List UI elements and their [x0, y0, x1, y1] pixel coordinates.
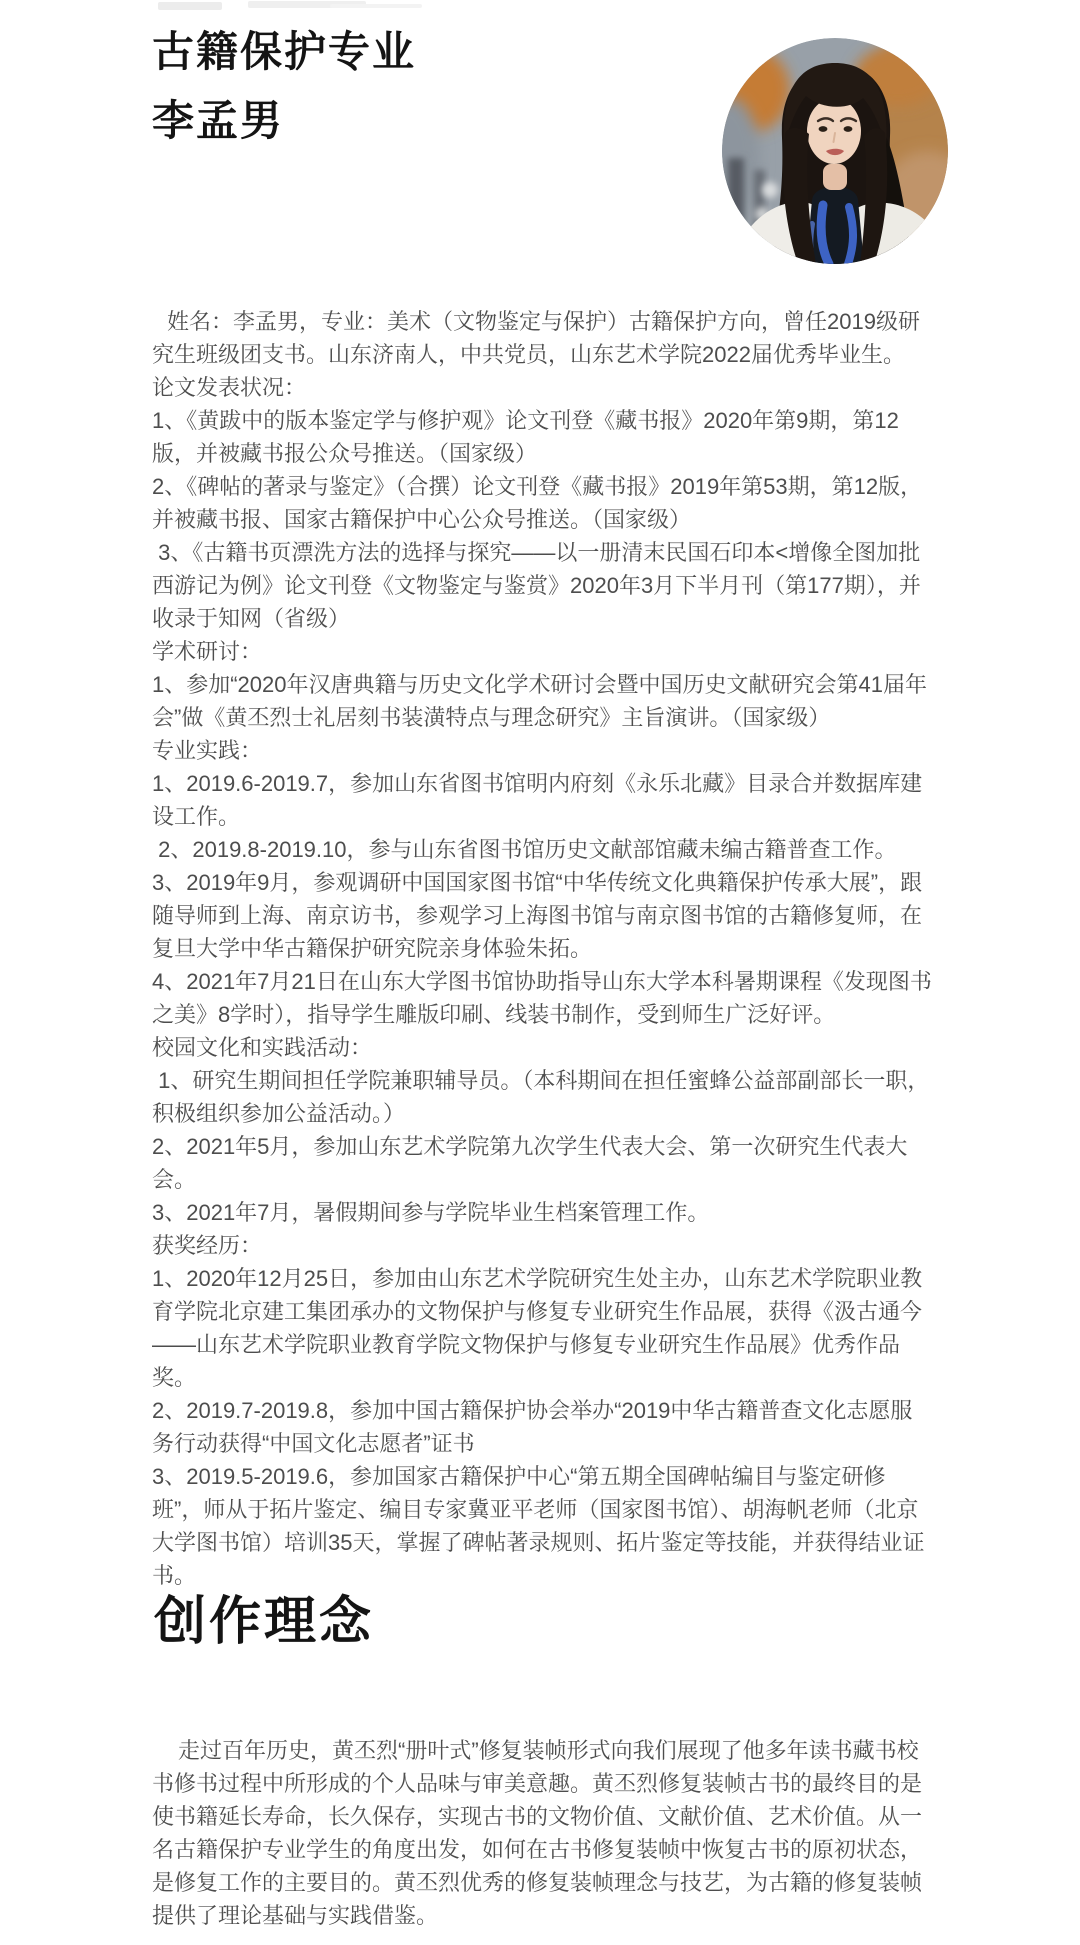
person-name: 李孟男	[152, 97, 285, 144]
major-title: 古籍保护专业	[152, 28, 417, 75]
profile-section-label: 校园文化和实践活动：	[152, 1035, 373, 1060]
profile-item: 2、《碑帖的著录与鉴定》（合撰）论文刊登《藏书报》2019年第53期，第12版，并被藏书报、国家古籍保护中心公众号推送。（国家级）	[152, 474, 923, 532]
profile-item: 1、参加“2020年汉唐典籍与历史文化学术研讨会暨中国历史文献研究会第41届年会”做《黄丕烈士礼居刻书装潢特点与理念研究》主旨演讲。（国家级）	[152, 672, 927, 730]
profile-section-label: 学术研讨：	[152, 639, 263, 664]
face	[807, 98, 861, 164]
profile-item: 1、2019.6-2019.7，参加山东省图书馆明内府刻《永乐北藏》目录合并数据库建设工作。	[152, 771, 923, 829]
profile-item: 2、2021年5月，参加山东艺术学院第九次学生代表大会、第一次研究生代表大会。	[152, 1134, 908, 1192]
profile-item: 3、2019.5-2019.6，参加国家古籍保护中心“第五期全国碑帖编目与鉴定研修班”，师从于拓片鉴定、编目专家冀亚平老师（国家图书馆）、胡海帆老师（北京大学图书馆）培训35天，掌握了碑帖著录规则、拓片鉴定等技能，并获得结业证书。	[152, 1464, 925, 1588]
concept-paragraph: 走过百年历史，黄丕烈“册叶式”修复装帧形式向我们展现了他多年读书藏书校书修书过程中所形成的个人品味与审美意趣。黄丕烈修复装帧古书的最终目的是使书籍延长寿命，长久保存，实现古书的文物价值、文献价值、艺术价值。从一名古籍保护专业学生的角度出发，如何在古书修复装帧中恢复古书的原初状态，是修复工作的主要目的。黄丕烈优秀的修复装帧理念与技艺，为古籍的修复装帧提供了理论基础与实践借鉴。	[152, 1738, 923, 1928]
neck	[823, 164, 847, 190]
profile-item: 4、2021年7月21日在山东大学图书馆协助指导山东大学本科暑期课程《发现图书之美》8学时），指导学生雕版印刷、线装书制作，受到师生广泛好评。	[152, 969, 932, 1027]
concept-section	[152, 1734, 936, 1932]
profile-item: 3、《古籍书页漂洗方法的选择与探究——以一册清末民国石印本<增像全图加批西游记为例》论文刊登《文物鉴定与鉴赏》2020年3月下半月刊（第177期），并收录于知网（省级）	[152, 540, 921, 631]
profile-item: 2、2019.8-2019.10，参与山东省图书馆历史文献部馆藏未编古籍普查工作。	[152, 837, 897, 862]
profile-section-label: 获奖经历：	[152, 1233, 263, 1258]
profile-item: 3、2019年9月，参观调研中国国家图书馆“中华传统文化典籍保护传承大展”，跟随导师到上海、南京访书，参观学习上海图书馆与南京图书馆的古籍修复师，在复旦大学中华古籍保护研究院亲身体验朱拓。	[152, 870, 923, 961]
profile-intro: 姓名：李孟男，专业：美术（文物鉴定与保护）古籍保护方向，曾任2019级研究生班级团支书。山东济南人，中共党员，山东艺术学院2022届优秀毕业生。	[152, 309, 920, 367]
profile-item: 1、研究生期间担任学院兼职辅导员。（本科期间在担任蜜蜂公益部副部长一职，积极组织参加公益活动。）	[152, 1068, 930, 1126]
cropped-text-artifact	[158, 2, 222, 10]
profile-photo	[722, 38, 948, 264]
profile-item: 1、2020年12月25日，参加由山东艺术学院研究生处主办，山东艺术学院职业教育学院北京建工集团承办的文物保护与修复专业研究生作品展，获得《汲古通今——山东艺术学院职业教育学院文物保护与修复专业研究生作品展》优秀作品奖。	[152, 1266, 923, 1390]
cropped-text-artifact	[330, 4, 422, 8]
concept-section-title: 创作理念	[154, 1593, 375, 1651]
profile-item: 1、《黄跋中的版本鉴定学与修护观》论文刊登《藏书报》2020年第9期，第12版，并被藏书报公众号推送。（国家级）	[152, 408, 899, 466]
profile-item: 3、2021年7月，暑假期间参与学院毕业生档案管理工作。	[152, 1200, 710, 1225]
profile-item: 2、2019.7-2019.8，参加中国古籍保护协会举办“2019中华古籍普查文化志愿服务行动获得“中国文化志愿者”证书	[152, 1398, 913, 1456]
profile-text-section	[152, 305, 934, 1592]
profile-section-label: 论文发表状况：	[152, 375, 307, 400]
portrait-illustration	[722, 38, 948, 264]
profile-section-label: 专业实践：	[152, 738, 263, 763]
